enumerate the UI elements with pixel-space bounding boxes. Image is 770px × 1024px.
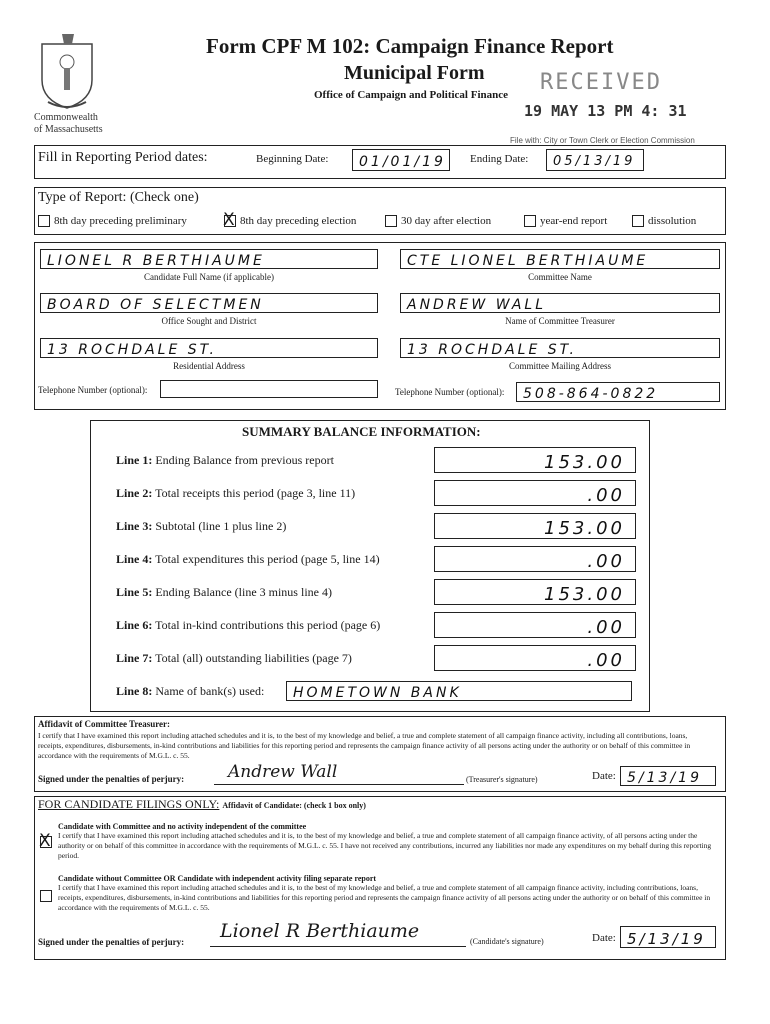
checkbox[interactable]	[524, 215, 536, 227]
option-label: 8th day preceding election	[240, 215, 357, 227]
option2-checkbox[interactable]	[40, 890, 52, 902]
summary-line-8	[116, 684, 264, 699]
received-stamp: RECEIVED	[540, 70, 662, 95]
candidate-sig-caption: (Candidate's signature)	[470, 937, 544, 946]
phone-field[interactable]	[160, 380, 378, 398]
mailing-address-field[interactable]: 13 ROCHDALE ST.	[400, 338, 720, 358]
line-text: Subtotal (line 1 plus line 2)	[155, 519, 287, 533]
line-number: Line 1:	[116, 453, 153, 467]
line-number: Line 3:	[116, 519, 153, 533]
candidate-date-field[interactable]: 5/13/19	[620, 926, 716, 948]
option1-text: I certify that I have examined this report including attached schedules and it is, to the best of my knowledge and belief, a true and complete statement of all campaign finance activity, of all persons acting under the authority or on behalf of this committee in accordance with the requirements of M.G.L. c. 55. I have not received any contributions, incurred any liabilities nor made any expenditures on my behalf during this reporting period.	[58, 831, 712, 860]
beginning-date-label: Beginning Date:	[256, 153, 329, 165]
period-label: Fill in Reporting Period dates:	[38, 150, 208, 165]
candidate-option-2	[38, 874, 718, 913]
summary-title: SUMMARY BALANCE INFORMATION:	[242, 424, 481, 439]
line-text: Total (all) outstanding liabilities (page 7)	[155, 651, 352, 665]
received-datetime: 19 MAY 13 PM 4: 31	[524, 102, 687, 120]
treasurer-date-field[interactable]: 5/13/19	[620, 766, 716, 786]
bank-name-field[interactable]: HOMETOWN BANK	[286, 681, 632, 701]
line-6-amount-field[interactable]: .00	[434, 612, 636, 638]
line-1-amount-field[interactable]: 153.00	[434, 447, 636, 473]
office-name: Office of Campaign and Political Finance	[314, 89, 509, 101]
checkbox[interactable]	[632, 215, 644, 227]
line-text: Ending Balance from previous report	[155, 453, 334, 467]
ending-date-label: Ending Date:	[470, 153, 529, 165]
office-sought-caption: Office Sought and District	[161, 316, 257, 326]
summary-line-5	[116, 585, 332, 600]
seal-caption-line1: Commonwealth	[34, 112, 98, 123]
residential-address-field[interactable]: 13 ROCHDALE ST.	[40, 338, 378, 358]
treasurer-affidavit-text: I certify that I have examined this report including attached schedules and it is, to the best of my knowledge and belief, a true and complete statement of all campaign finance activity, including all contributions, loans, receipts, expenditures, disbursements, in-kind contributions and liabilities for this reporting period and represents the campaign finance activity of all persons acting under the authority or on behalf of this committee in accordance with the requirements of M.G.L. c. 55.	[38, 731, 691, 760]
committee-phone-label: Telephone Number (optional):	[395, 387, 505, 397]
report-type-label: Type of Report: (Check one)	[38, 190, 199, 205]
candidate-signature: Lionel R Berthiaume	[220, 920, 420, 942]
treasurer-name-field[interactable]: ANDREW WALL	[400, 293, 720, 313]
seal-caption	[34, 112, 103, 136]
line-4-amount-field[interactable]: .00	[434, 546, 636, 572]
committee-name-field[interactable]: CTE LIONEL BERTHIAUME	[400, 249, 720, 269]
option1-title: Candidate with Committee and no activity independent of the committee	[58, 822, 307, 831]
summary-line-3	[116, 519, 286, 534]
candidate-date-label: Date:	[592, 932, 616, 944]
treasurer-date-label: Date:	[592, 770, 616, 782]
ending-date-field[interactable]: 05/13/19	[546, 149, 644, 171]
option-label: 30 day after election	[401, 215, 492, 227]
option2-title: Candidate without Committee OR Candidate with independent activity filing separate report	[58, 874, 377, 883]
checkbox[interactable]	[385, 215, 397, 227]
option-label: dissolution	[648, 215, 697, 227]
candidate-filings-title	[38, 797, 366, 812]
treasurer-name-caption: Name of Committee Treasurer	[505, 316, 615, 326]
file-with-note: File with: City or Town Clerk or Election Commission	[510, 136, 695, 145]
checkbox[interactable]	[38, 215, 50, 227]
residential-address-caption: Residential Address	[173, 361, 245, 371]
line-5-amount-field[interactable]: 153.00	[434, 579, 636, 605]
line-3-amount-field[interactable]: 153.00	[434, 513, 636, 539]
mailing-address-caption: Committee Mailing Address	[509, 361, 611, 371]
candidate-name-caption: Candidate Full Name (if applicable)	[144, 272, 274, 282]
seal-caption-line2: of Massachusetts	[34, 124, 103, 135]
line-text: Total receipts this period (page 3, line 11)	[155, 486, 356, 500]
line-text: Total expenditures this period (page 5, line 14)	[155, 552, 380, 566]
summary-line-4	[116, 552, 380, 567]
option-label: year-end report	[540, 215, 608, 227]
filings-subtitle: Affidavit of Candidate: (check 1 box only)	[222, 801, 366, 810]
state-seal-icon	[34, 30, 100, 110]
line-number: Line 6:	[116, 618, 153, 632]
phone-label: Telephone Number (optional):	[38, 385, 148, 395]
summary-line-6	[116, 618, 380, 633]
form-subtitle: Municipal Form	[344, 62, 485, 84]
treasurer-sig-caption: (Treasurer's signature)	[466, 775, 538, 784]
line-7-amount-field[interactable]: .00	[434, 645, 636, 671]
line-number: Line 8:	[116, 684, 153, 698]
beginning-date-field[interactable]: 01/01/19	[352, 149, 450, 171]
report-type-option-dissolution[interactable]	[632, 215, 696, 227]
treasurer-affidavit-title: Affidavit of Committee Treasurer:	[38, 719, 171, 729]
office-sought-field[interactable]: BOARD OF SELECTMEN	[40, 293, 378, 313]
report-type-option-election[interactable]	[224, 215, 356, 227]
candidate-signature-line	[210, 946, 466, 947]
summary-line-7	[116, 651, 352, 666]
line-text: Total in-kind contributions this period (page 6)	[155, 618, 381, 632]
line-number: Line 7:	[116, 651, 153, 665]
report-type-option-year-end[interactable]	[524, 215, 607, 227]
treasurer-signed-label: Signed under the penalties of perjury:	[38, 774, 185, 784]
treasurer-signature: Andrew Wall	[228, 762, 338, 782]
form-title: Form CPF M 102: Campaign Finance Report	[206, 34, 614, 58]
line-text: Name of bank(s) used:	[155, 684, 265, 698]
committee-phone-field[interactable]: 508-864-0822	[516, 382, 720, 402]
filings-title: FOR CANDIDATE FILINGS ONLY:	[38, 797, 220, 811]
summary-line-1	[116, 453, 334, 468]
line-number: Line 4:	[116, 552, 153, 566]
option-label: 8th day preceding preliminary	[54, 215, 187, 227]
checkbox[interactable]	[224, 215, 236, 227]
candidate-option-1	[38, 822, 718, 861]
report-type-option-preliminary[interactable]	[38, 215, 187, 227]
option1-checkbox[interactable]	[40, 836, 52, 848]
line-2-amount-field[interactable]: .00	[434, 480, 636, 506]
line-number: Line 2:	[116, 486, 153, 500]
summary-line-2	[116, 486, 355, 501]
line-number: Line 5:	[116, 585, 153, 599]
treasurer-signature-line	[214, 784, 464, 785]
candidate-signed-label: Signed under the penalties of perjury:	[38, 937, 185, 947]
report-type-option-30day[interactable]	[385, 215, 491, 227]
line-text: Ending Balance (line 3 minus line 4)	[155, 585, 332, 599]
candidate-name-field[interactable]: LIONEL R BERTHIAUME	[40, 249, 378, 269]
committee-name-caption: Committee Name	[528, 272, 592, 282]
option2-text: I certify that I have examined this report including attached schedules and it is, to the best of my knowledge and belief, a true and complete statement of all campaign finance activity, including contributions, loans, receipts, expenditures, disbursements, in-kind contributions and liabilities for this reporting period and represents the campaign finance activity of all persons acting under the authority or on behalf of this committee in accordance with the requirements of M.G.L. c. 55.	[58, 883, 711, 912]
